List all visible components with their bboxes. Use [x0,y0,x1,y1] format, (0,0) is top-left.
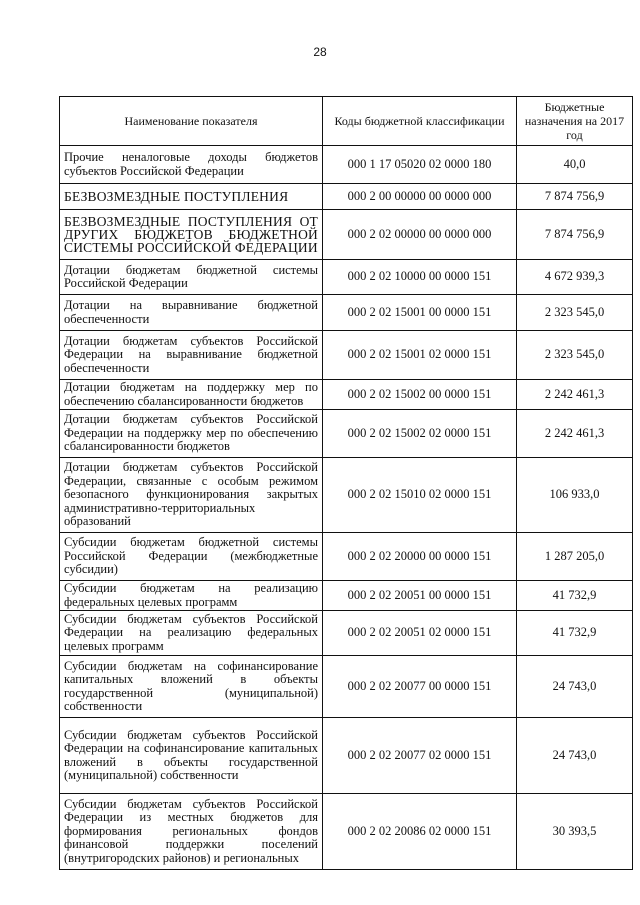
row-value: 30 393,5 [517,794,633,870]
row-name: Дотации бюджетам субъектов Российской Федерации на выравнивание бюджетной обеспеченности [60,331,323,380]
row-value: 41 732,9 [517,611,633,656]
row-code: 000 2 00 00000 00 0000 000 [323,184,517,210]
row-name: БЕЗВОЗМЕЗДНЫЕ ПОСТУПЛЕНИЯ ОТ ДРУГИХ БЮДЖЕТОВ БЮДЖЕТНОЙ СИСТЕМЫ РОССИЙСКОЙ ФЕДЕРАЦИИ [60,210,323,260]
row-name: Субсидии бюджетам субъектов Российской Федерации из местных бюджетов для формирования региональных фондов финансовой поддержки поселений (внутригородских районов) и региональных [60,794,323,870]
budget-table [59,96,633,870]
row-value: 2 242 461,3 [517,410,633,458]
row-code: 000 2 02 15001 02 0000 151 [323,331,517,380]
table-row [60,295,633,331]
row-name: БЕЗВОЗМЕЗДНЫЕ ПОСТУПЛЕНИЯ [60,184,323,210]
row-value: 2 323 545,0 [517,331,633,380]
row-value: 7 874 756,9 [517,210,633,260]
table-row [60,210,633,260]
header-value: Бюджетные назначения на 2017 год [517,97,633,146]
row-code: 000 2 02 15001 00 0000 151 [323,295,517,331]
row-value: 4 672 939,3 [517,260,633,295]
row-value: 41 732,9 [517,581,633,611]
row-code: 000 2 02 15010 02 0000 151 [323,458,517,533]
row-name: Дотации бюджетам субъектов Российской Федерации, связанные с особым режимом безопасного функционирования закрытых административно-территориальных образований [60,458,323,533]
table-row [60,656,633,718]
row-name: Субсидии бюджетам субъектов Российской Федерации на реализацию федеральных целевых программ [60,611,323,656]
row-name: Субсидии бюджетам на реализацию федеральных целевых программ [60,581,323,611]
row-code: 000 2 02 10000 00 0000 151 [323,260,517,295]
table-row [60,533,633,581]
row-value: 2 242 461,3 [517,380,633,410]
table-row [60,581,633,611]
row-code: 000 2 02 15002 00 0000 151 [323,380,517,410]
row-value: 106 933,0 [517,458,633,533]
row-value: 1 287 205,0 [517,533,633,581]
table-row [60,458,633,533]
row-code: 000 2 02 20051 02 0000 151 [323,611,517,656]
row-name: Дотации бюджетам бюджетной системы Российской Федерации [60,260,323,295]
row-name: Дотации на выравнивание бюджетной обеспеченности [60,295,323,331]
page-number: 28 [313,45,327,59]
row-code: 000 2 02 20077 02 0000 151 [323,718,517,794]
row-code: 000 1 17 05020 02 0000 180 [323,146,517,184]
row-name: Субсидии бюджетам субъектов Российской Федерации на софинансирование капитальных вложений в объекты государственной (муниципальной) собственности [60,718,323,794]
row-name: Дотации бюджетам на поддержку мер по обеспечению сбалансированности бюджетов [60,380,323,410]
row-code: 000 2 02 20000 00 0000 151 [323,533,517,581]
row-code: 000 2 02 20051 00 0000 151 [323,581,517,611]
row-code: 000 2 02 20086 02 0000 151 [323,794,517,870]
table-row [60,410,633,458]
table-row [60,260,633,295]
table-header-row [60,97,633,146]
row-name: Субсидии бюджетам бюджетной системы Российской Федерации (межбюджетные субсидии) [60,533,323,581]
table-row [60,794,633,870]
table-body [60,146,633,870]
row-name: Субсидии бюджетам на софинансирование капитальных вложений в объекты государственной (муниципальной) собственности [60,656,323,718]
table-row [60,718,633,794]
row-name: Прочие неналоговые доходы бюджетов субъектов Российской Федерации [60,146,323,184]
table-row [60,331,633,380]
row-value: 24 743,0 [517,656,633,718]
table-row [60,380,633,410]
table-row [60,146,633,184]
header-name: Наименование показателя [60,97,323,146]
table-row [60,611,633,656]
row-name: Дотации бюджетам субъектов Российской Федерации на поддержку мер по обеспечению сбалансированности бюджетов [60,410,323,458]
row-code: 000 2 02 20077 00 0000 151 [323,656,517,718]
row-value: 24 743,0 [517,718,633,794]
row-value: 40,0 [517,146,633,184]
header-code: Коды бюджетной классификации [323,97,517,146]
row-code: 000 2 02 15002 02 0000 151 [323,410,517,458]
row-value: 2 323 545,0 [517,295,633,331]
table-row [60,184,633,210]
row-value: 7 874 756,9 [517,184,633,210]
row-code: 000 2 02 00000 00 0000 000 [323,210,517,260]
